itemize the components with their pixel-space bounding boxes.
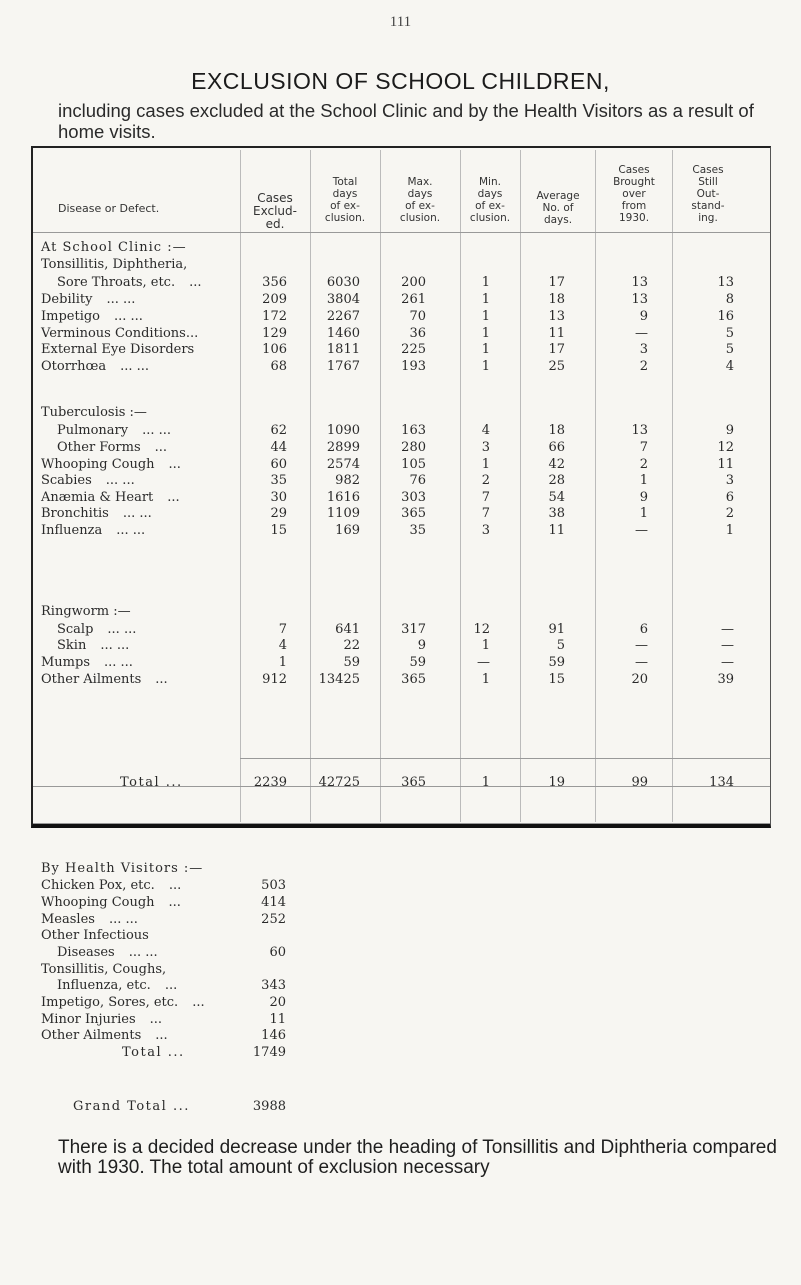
clinic-cell-still: 2 <box>725 506 734 521</box>
clinic-cell-max: 76 <box>409 473 426 488</box>
clinic-cell-total-days: 2267 <box>326 309 360 324</box>
clinic-cell-avg: 18 <box>548 423 565 438</box>
clinic-row-label: Other Forms ... <box>57 440 168 455</box>
body-paragraph: There is a decided decrease under the heading of Tonsillitis and Diphtheria compared with 1930. The total amount of exclusion necessary <box>58 1137 777 1178</box>
clinic-row-label: Other Ailments ... <box>41 672 168 687</box>
clinic-cell-excluded: 106 <box>262 342 287 357</box>
clinic-row-label: Scabies ... ... <box>41 473 135 488</box>
clinic-cell-min: 1 <box>481 672 490 687</box>
visitor-row-label: Minor Injuries ... <box>41 1012 163 1027</box>
page-number: 111 <box>389 14 412 30</box>
clinic-cell-min: — <box>477 655 490 670</box>
clinic-cell-max: 261 <box>401 292 426 307</box>
clinic-cell-brought: 2 <box>639 359 648 374</box>
clinic-cell-excluded: 1 <box>278 655 287 670</box>
clinic-cell-max: 303 <box>401 490 426 505</box>
clinic-cell-min: 3 <box>481 523 490 538</box>
clinic-row-label: Verminous Conditions... <box>41 326 199 341</box>
clinic-row-label: Skin ... ... <box>57 638 130 653</box>
clinic-cell-min: 3 <box>481 440 490 455</box>
header-excluded: Cases Exclud- ed. <box>253 191 297 231</box>
clinic-row-label: Bronchitis ... ... <box>41 506 152 521</box>
header-brought-over: Cases Brought over from 1930. <box>613 164 655 224</box>
clinic-cell-min: 1 <box>481 342 490 357</box>
group-heading-ringworm: Ringworm :— <box>41 604 131 619</box>
clinic-cell-avg: 18 <box>548 292 565 307</box>
clinic-cell-max: 225 <box>401 342 426 357</box>
clinic-cell-min: 7 <box>481 490 490 505</box>
clinic-row-label: Impetigo ... ... <box>41 309 143 324</box>
clinic-cell-max: 163 <box>401 423 426 438</box>
section-rule <box>33 823 770 824</box>
clinic-cell-still: 9 <box>725 423 734 438</box>
clinic-row-label: Sore Throats, etc. ... <box>57 275 202 290</box>
grand-total-label: Grand Total ... <box>73 1099 190 1114</box>
clinic-cell-total-days: 13425 <box>318 672 360 687</box>
section-heading-visitors: By Health Visitors :— <box>41 861 204 876</box>
header-still-outstanding: Cases Still Out- stand- ing. <box>691 164 725 224</box>
clinic-cell-max: 200 <box>401 275 426 290</box>
clinic-cell-still: 11 <box>717 457 734 472</box>
clinic-cell-still: 12 <box>717 440 734 455</box>
clinic-total-max: 365 <box>401 775 426 790</box>
clinic-row-label: Whooping Cough ... <box>41 457 181 472</box>
visitor-row-label: Whooping Cough ... <box>41 895 181 910</box>
clinic-cell-max: 9 <box>417 638 426 653</box>
clinic-cell-brought: — <box>635 638 648 653</box>
visitor-row-label: Influenza, etc. ... <box>57 978 178 993</box>
clinic-total-brought: 99 <box>631 775 648 790</box>
clinic-cell-min: 12 <box>473 622 490 637</box>
clinic-total-still: 134 <box>709 775 734 790</box>
clinic-cell-total-days: 59 <box>343 655 360 670</box>
clinic-cell-brought: 3 <box>639 342 648 357</box>
clinic-cell-still: 8 <box>725 292 734 307</box>
clinic-cell-min: 2 <box>481 473 490 488</box>
clinic-cell-total-days: 982 <box>335 473 360 488</box>
clinic-cell-brought: 1 <box>639 473 648 488</box>
clinic-cell-total-days: 22 <box>343 638 360 653</box>
header-rule <box>33 232 770 233</box>
clinic-cell-still: 1 <box>725 523 734 538</box>
column-rule <box>595 150 596 822</box>
clinic-cell-excluded: 29 <box>270 506 287 521</box>
visitor-row-label: Other Ailments ... <box>41 1028 168 1043</box>
visitor-cell-excluded: 60 <box>269 945 286 960</box>
column-rule <box>520 150 521 822</box>
clinic-cell-brought: — <box>635 655 648 670</box>
clinic-cell-avg: 25 <box>548 359 565 374</box>
clinic-cell-max: 35 <box>409 523 426 538</box>
clinic-cell-avg: 17 <box>548 275 565 290</box>
clinic-cell-still: 16 <box>717 309 734 324</box>
clinic-cell-total-days: 1616 <box>326 490 360 505</box>
visitors-total-label: Total ... <box>122 1045 185 1060</box>
column-rule <box>240 150 241 822</box>
clinic-cell-excluded: 209 <box>262 292 287 307</box>
visitor-row-label: Diseases ... ... <box>57 945 158 960</box>
header-total-days: Total days of ex- clusion. <box>324 176 366 224</box>
visitor-cell-excluded: 503 <box>261 878 286 893</box>
clinic-cell-total-days: 641 <box>335 622 360 637</box>
clinic-row-label: External Eye Disorders <box>41 342 195 357</box>
clinic-cell-total-days: 3804 <box>326 292 360 307</box>
clinic-row-label: Influenza ... ... <box>41 523 146 538</box>
clinic-cell-excluded: 30 <box>270 490 287 505</box>
clinic-cell-excluded: 7 <box>278 622 287 637</box>
clinic-cell-still: — <box>721 638 734 653</box>
clinic-cell-total-days: 2574 <box>326 457 360 472</box>
clinic-cell-max: 317 <box>401 622 426 637</box>
visitor-cell-excluded: 343 <box>261 978 286 993</box>
group-heading-tonsillitis: Tonsillitis, Diphtheria, <box>41 257 188 272</box>
clinic-cell-avg: 42 <box>548 457 565 472</box>
page-title: EXCLUSION OF SCHOOL CHILDREN, <box>191 68 610 94</box>
clinic-cell-avg: 13 <box>548 309 565 324</box>
clinic-total-avg: 19 <box>548 775 565 790</box>
clinic-cell-avg: 66 <box>548 440 565 455</box>
clinic-cell-min: 4 <box>481 423 490 438</box>
clinic-cell-max: 36 <box>409 326 426 341</box>
visitor-row-label: Measles ... ... <box>41 912 138 927</box>
clinic-cell-brought: — <box>635 523 648 538</box>
clinic-cell-still: 3 <box>725 473 734 488</box>
visitor-row-label: Impetigo, Sores, etc. ... <box>41 995 205 1010</box>
clinic-cell-still: 39 <box>717 672 734 687</box>
column-rule <box>380 150 381 822</box>
clinic-cell-still: 6 <box>725 490 734 505</box>
clinic-cell-still: — <box>721 655 734 670</box>
section-heading-clinic: At School Clinic :— <box>41 240 187 255</box>
visitor-cell-excluded: 414 <box>261 895 286 910</box>
clinic-cell-brought: 9 <box>639 309 648 324</box>
column-rule <box>310 150 311 822</box>
clinic-cell-excluded: 4 <box>278 638 287 653</box>
header-disease: Disease or Defect. <box>58 202 160 215</box>
clinic-cell-max: 280 <box>401 440 426 455</box>
clinic-cell-total-days: 6030 <box>326 275 360 290</box>
visitor-cell-excluded: 11 <box>269 1012 286 1027</box>
clinic-cell-max: 365 <box>401 672 426 687</box>
clinic-cell-excluded: 62 <box>270 423 287 438</box>
header-min-days: Min. days of ex- clusion. <box>469 176 511 224</box>
clinic-cell-brought: 2 <box>639 457 648 472</box>
clinic-cell-brought: 20 <box>631 672 648 687</box>
clinic-cell-excluded: 172 <box>262 309 287 324</box>
visitor-row-label: Other Infectious <box>41 928 149 943</box>
clinic-row-label: Otorrhœa ... ... <box>41 359 150 374</box>
visitor-cell-excluded: 252 <box>261 912 286 927</box>
clinic-cell-still: — <box>721 622 734 637</box>
clinic-cell-total-days: 2899 <box>326 440 360 455</box>
clinic-cell-avg: 11 <box>548 523 565 538</box>
clinic-total-label: Total ... <box>120 775 183 790</box>
clinic-cell-total-days: 1109 <box>326 506 360 521</box>
clinic-cell-avg: 59 <box>548 655 565 670</box>
clinic-cell-avg: 5 <box>556 638 565 653</box>
clinic-cell-avg: 11 <box>548 326 565 341</box>
clinic-cell-avg: 17 <box>548 342 565 357</box>
clinic-cell-brought: 9 <box>639 490 648 505</box>
clinic-cell-avg: 38 <box>548 506 565 521</box>
clinic-total-excluded: 2239 <box>253 775 287 790</box>
clinic-cell-still: 13 <box>717 275 734 290</box>
clinic-cell-total-days: 1090 <box>326 423 360 438</box>
clinic-cell-min: 1 <box>481 292 490 307</box>
clinic-cell-max: 105 <box>401 457 426 472</box>
clinic-cell-min: 1 <box>481 309 490 324</box>
clinic-cell-brought: 6 <box>639 622 648 637</box>
clinic-cell-brought: 7 <box>639 440 648 455</box>
column-rule <box>460 150 461 822</box>
visitor-cell-excluded: 20 <box>269 995 286 1010</box>
clinic-cell-total-days: 1767 <box>326 359 360 374</box>
clinic-cell-brought: 13 <box>631 423 648 438</box>
visitor-cell-excluded: 146 <box>261 1028 286 1043</box>
clinic-cell-excluded: 60 <box>270 457 287 472</box>
clinic-cell-avg: 28 <box>548 473 565 488</box>
clinic-row-label: Pulmonary ... ... <box>57 423 172 438</box>
clinic-cell-max: 70 <box>409 309 426 324</box>
clinic-cell-min: 1 <box>481 457 490 472</box>
group-heading-tuberculosis: Tuberculosis :— <box>41 405 147 420</box>
clinic-cell-avg: 54 <box>548 490 565 505</box>
clinic-cell-avg: 91 <box>548 622 565 637</box>
clinic-cell-total-days: 1811 <box>326 342 360 357</box>
clinic-row-label: Debility ... ... <box>41 292 136 307</box>
header-max-days: Max. days of ex- clusion. <box>399 176 441 224</box>
clinic-cell-brought: 13 <box>631 275 648 290</box>
visitors-total-excluded: 1749 <box>252 1045 286 1060</box>
clinic-row-label: Anæmia & Heart ... <box>41 490 180 505</box>
clinic-cell-max: 365 <box>401 506 426 521</box>
clinic-cell-brought: — <box>635 326 648 341</box>
total-rule-top <box>240 758 770 759</box>
clinic-cell-excluded: 68 <box>270 359 287 374</box>
clinic-cell-excluded: 129 <box>262 326 287 341</box>
clinic-cell-excluded: 35 <box>270 473 287 488</box>
clinic-cell-excluded: 15 <box>270 523 287 538</box>
clinic-row-label: Scalp ... ... <box>57 622 137 637</box>
clinic-cell-max: 59 <box>409 655 426 670</box>
clinic-cell-excluded: 44 <box>270 440 287 455</box>
clinic-cell-total-days: 1460 <box>326 326 360 341</box>
clinic-total-days: 42725 <box>318 775 360 790</box>
clinic-cell-avg: 15 <box>548 672 565 687</box>
clinic-cell-total-days: 169 <box>335 523 360 538</box>
clinic-cell-min: 7 <box>481 506 490 521</box>
clinic-cell-brought: 1 <box>639 506 648 521</box>
visitor-row-label: Chicken Pox, etc. ... <box>41 878 182 893</box>
clinic-cell-still: 5 <box>725 342 734 357</box>
clinic-cell-still: 5 <box>725 326 734 341</box>
clinic-cell-min: 1 <box>481 359 490 374</box>
visitor-row-label: Tonsillitis, Coughs, <box>41 962 167 977</box>
clinic-cell-brought: 13 <box>631 292 648 307</box>
clinic-cell-max: 193 <box>401 359 426 374</box>
grand-total-excluded: 3988 <box>252 1099 286 1114</box>
clinic-total-min: 1 <box>481 775 490 790</box>
clinic-cell-excluded: 912 <box>262 672 287 687</box>
clinic-cell-min: 1 <box>481 638 490 653</box>
column-rule <box>672 150 673 822</box>
clinic-cell-still: 4 <box>725 359 734 374</box>
header-average-days: Average No. of days. <box>536 190 580 226</box>
clinic-cell-min: 1 <box>481 275 490 290</box>
clinic-row-label: Mumps ... ... <box>41 655 133 670</box>
clinic-cell-min: 1 <box>481 326 490 341</box>
clinic-cell-excluded: 356 <box>262 275 287 290</box>
page-subtitle: including cases excluded at the School Clinic and by the Health Visitors as a result of home visits. <box>58 100 754 142</box>
